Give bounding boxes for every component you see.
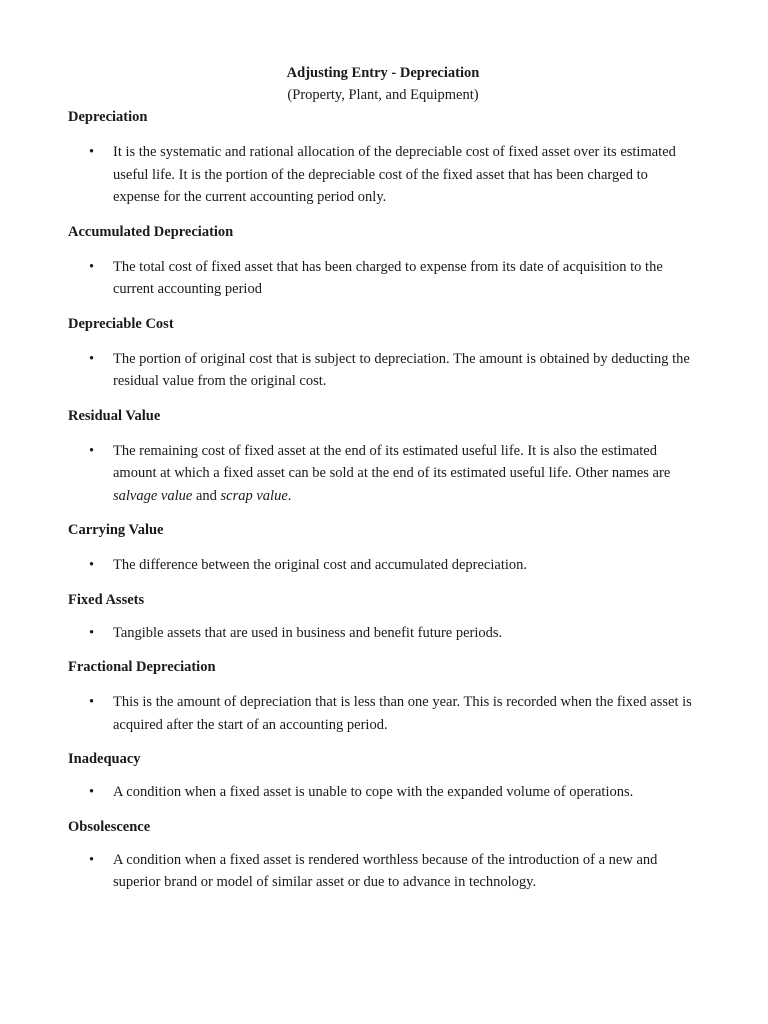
document-subtitle: (Property, Plant, and Equipment)	[287, 87, 479, 103]
definition-text: The total cost of fixed asset that has been charged to expense from its date of acquisition to the current accounting period	[113, 258, 663, 297]
section-fractional-depreciation	[68, 656, 698, 736]
definition-text-main: The remaining cost of fixed asset at the end of its estimated useful life. It is also the estimated amount at which a fixed asset can be sold at the end of its estimated useful life. Other names are	[113, 442, 671, 481]
bullet-icon: •	[89, 851, 95, 868]
definition-list	[68, 256, 698, 301]
definition-text: Tangible assets that are used in business and benefit future periods.	[113, 624, 503, 641]
section-fixed-assets	[68, 589, 698, 645]
definition-list	[68, 554, 698, 577]
bullet-icon: •	[89, 624, 95, 641]
definition-text: A condition when a fixed asset is unable to cope with the expanded volume of operations.	[113, 784, 634, 800]
definition-item	[68, 691, 698, 736]
definition-list	[68, 622, 698, 645]
definition-item	[68, 440, 698, 508]
bullet-icon: •	[89, 784, 95, 800]
term-heading: Inadequacy	[68, 751, 141, 767]
definition-text: This is the amount of depreciation that is less than one year. This is recorded when the fixed asset is acquired after the start of an accounting period.	[113, 694, 692, 733]
definition-item	[68, 141, 698, 209]
definition-item	[68, 554, 698, 577]
term-heading: Fixed Assets	[68, 591, 145, 608]
definition-end: .	[287, 487, 292, 504]
term-heading: Accumulated Depreciation	[68, 223, 234, 240]
bullet-icon: •	[89, 694, 95, 710]
definition-text: The portion of original cost that is subject to depreciation. The amount is obtained by deducting the residual value from the original cost.	[113, 350, 690, 389]
term-heading: Carrying Value	[68, 522, 164, 538]
bullet-icon: •	[89, 557, 95, 573]
term-heading: Obsolescence	[68, 818, 151, 835]
document-header	[68, 62, 698, 106]
definition-list	[68, 849, 698, 894]
definition-text	[113, 443, 670, 504]
bullet-icon: •	[89, 144, 95, 160]
term-heading: Residual Value	[68, 407, 161, 424]
document-page	[68, 62, 698, 894]
definition-item	[68, 781, 698, 804]
definition-list	[68, 348, 698, 393]
section-depreciation	[68, 106, 698, 209]
section-inadequacy	[68, 748, 698, 804]
term-heading: Depreciation	[68, 109, 148, 125]
term-heading: Depreciable Cost	[68, 315, 174, 332]
italic-term-salvage-value: salvage value	[113, 487, 193, 504]
definition-text: The difference between the original cost and accumulated depreciation.	[113, 557, 528, 573]
definition-list	[68, 691, 698, 736]
section-obsolescence	[68, 816, 698, 894]
definition-text: It is the systematic and rational allocation of the depreciable cost of fixed asset over its estimated useful life. It is the portion of the depreciable cost of the fixed asset that has been charged to expense for the current accounting period only.	[113, 144, 676, 205]
document-title: Adjusting Entry - Depreciation	[286, 65, 480, 81]
definition-item	[68, 256, 698, 301]
section-residual-value	[68, 405, 698, 508]
section-carrying-value	[68, 519, 698, 577]
definition-item	[68, 849, 698, 894]
definition-text: A condition when a fixed asset is rendered worthless because of the introduction of a new and superior brand or model of similar asset or due to advance in technology.	[113, 851, 658, 890]
bullet-icon: •	[89, 442, 95, 459]
definition-list	[68, 141, 698, 209]
definition-item	[68, 622, 698, 645]
definition-connector: and	[192, 487, 221, 504]
definition-list	[68, 440, 698, 508]
definition-list	[68, 781, 698, 804]
term-heading: Fractional Depreciation	[68, 659, 216, 675]
bullet-icon: •	[89, 258, 95, 275]
section-depreciable-cost	[68, 313, 698, 393]
section-accumulated-depreciation	[68, 221, 698, 301]
definition-item	[68, 348, 698, 393]
bullet-icon: •	[89, 350, 95, 367]
italic-term-scrap-value: scrap value	[220, 487, 288, 504]
